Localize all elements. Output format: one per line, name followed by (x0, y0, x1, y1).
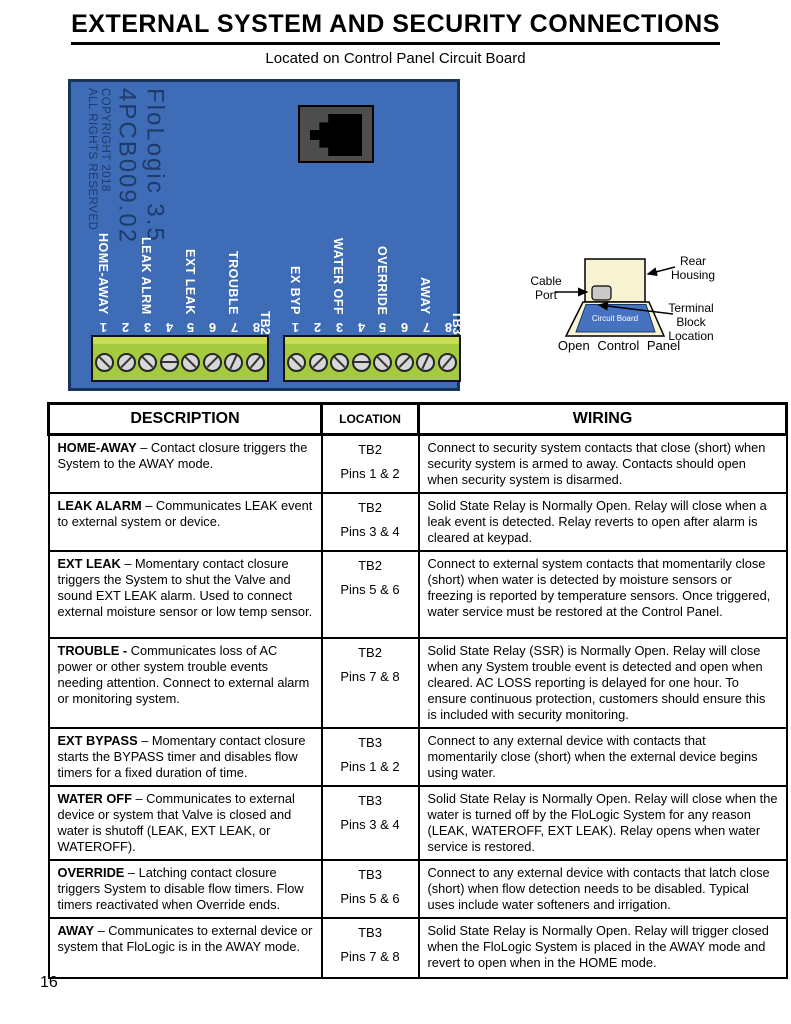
tb2-label: TB2 (258, 311, 272, 335)
page-title: EXTERNAL SYSTEM AND SECURITY CONNECTIONS (71, 10, 720, 45)
pins-ref: Pins 7 & 8 (340, 669, 400, 685)
location-cell (322, 638, 419, 728)
table-header-row (49, 404, 787, 435)
description-cell (49, 493, 322, 551)
terminal-block-ref: TB2 (358, 557, 382, 573)
description-cell (49, 728, 322, 786)
open-control-panel-caption: Open Control Panel (557, 338, 681, 353)
terminal-block-ref: TB3 (358, 792, 382, 808)
pin-label-away: AWAY (418, 277, 432, 315)
wiring-cell: Connect to security system contacts that close (short) when security system is armed to away. Contacts should open when security system is disarmed. (419, 435, 787, 493)
pin-label-ext-leak: EXT LEAK (183, 249, 197, 315)
table-row (49, 551, 787, 638)
rear-housing-label-line1: Rear (679, 254, 707, 268)
wiring-cell: Solid State Relay (SSR) is Normally Open. Relay will close when any System trouble event is detected and open when cleared. AC LOSS reporting is delayed for one hour. To ensure continuous protection, customers should ensure this is included with security monitoring. (419, 638, 787, 728)
signal-description: – Latching contact closure triggers System to disable flow timers. Flow timers reactivated when Override ends. (57, 864, 304, 912)
signal-description: – Communicates LEAK event to external system or device. (57, 497, 313, 529)
signal-description: – Momentary contact closure starts the BYPASS timer and disables flow timers for a fixed duration of time. (57, 732, 306, 780)
screw-terminal (95, 353, 114, 372)
pin-number: 5 (379, 320, 387, 335)
pin-number: 7 (423, 320, 431, 335)
location-cell (322, 728, 419, 786)
pin-number: 6 (401, 320, 409, 335)
pin-label-override: OVERRIDE (375, 245, 389, 315)
signal-name: EXT BYPASS (57, 732, 138, 748)
screw-terminal (395, 353, 414, 372)
pin-number: 8 (444, 320, 453, 335)
pin-number: 4 (165, 320, 173, 335)
terminal-block-ref: TB3 (358, 924, 382, 940)
pins-ref: Pins 1 & 2 (340, 466, 400, 482)
terminal-block-ref: TB2 (358, 644, 382, 660)
signal-description: – Communicates to external device or system that Valve is closed and water is shutoff (LEAK, EXT LEAK, or WATEROFF). (57, 790, 295, 854)
page-header (0, 10, 791, 67)
terminal-block-label-line1: Terminal (668, 301, 714, 315)
table-row (49, 860, 787, 918)
pin-number: 3 (335, 320, 343, 335)
screw-terminal (246, 353, 265, 372)
col-header-location: LOCATION (322, 404, 419, 435)
screw-terminal (203, 353, 222, 372)
signal-name: AWAY (57, 922, 95, 938)
screw-terminal (416, 353, 435, 372)
terminal-block-label-line2: Block (676, 315, 706, 329)
pin-number: 5 (187, 320, 195, 335)
screw-terminal (160, 353, 179, 372)
rear-housing-label-line2: Housing (670, 268, 716, 282)
pin-number: 1 (291, 320, 299, 335)
control-panel-diagram (505, 245, 791, 363)
pin-number: 4 (357, 320, 365, 335)
tb3-label: TB3 (450, 311, 464, 335)
rj-jack (298, 105, 374, 163)
location-cell (322, 918, 419, 978)
terminal-block-tb3 (283, 335, 461, 382)
circuit-board-illustration (68, 79, 464, 391)
pins-ref: Pins 5 & 6 (340, 890, 400, 906)
description-cell (49, 918, 322, 978)
pin-number: 2 (121, 320, 129, 335)
page-subtitle: Located on Control Panel Circuit Board (265, 50, 526, 67)
tb3-pin-numbers (283, 320, 461, 335)
location-cell (322, 551, 419, 638)
pin-number: 6 (209, 320, 217, 335)
col-header-description: DESCRIPTION (49, 404, 322, 435)
connections-table (47, 402, 788, 979)
screw-terminal (138, 353, 157, 372)
pin-number: 1 (99, 320, 107, 335)
cable-port-label-line1: Cable (530, 274, 562, 288)
terminal-block-ref: TB2 (358, 442, 382, 457)
wiring-cell: Solid State Relay is Normally Open. Relay will close when the water is turned off by the FloLogic System for any reason (LEAK, WATEROFF, EXT LEAK). Relay opens when water service is restored. (419, 786, 787, 860)
location-cell (322, 786, 419, 860)
signal-description: – Momentary contact closure triggers the System to shut the Valve and sound EXT LEAK alarm. Used to connect external moisture sensor or low temp sensor. (57, 555, 313, 619)
signal-description: – Contact closure triggers the System to the AWAY mode. (57, 440, 308, 471)
pin-label-leak-alrm: LEAK ALRM (139, 237, 153, 315)
board-product-name: FloLogic 3.5 (141, 88, 169, 243)
description-cell (49, 638, 322, 728)
description-cell (49, 551, 322, 638)
pin-label-trouble: TROUBLE (226, 251, 240, 315)
circuit-board-label: Circuit Board (591, 314, 639, 323)
tb2-pin-numbers (91, 320, 269, 335)
cable-port-shape (592, 286, 611, 300)
pins-ref: Pins 3 & 4 (340, 524, 400, 540)
table-row (49, 638, 787, 728)
board-silkscreen (85, 88, 171, 244)
wiring-cell: Connect to any external device with contacts that momentarily close (short) when the external device begins using water. (419, 728, 787, 786)
pin-number: 8 (252, 320, 261, 335)
wiring-cell: Solid State Relay is Normally Open. Relay will trigger closed when the FloLogic System is placed in the AWAY mode and revert to open when in the HOME mode. (419, 918, 787, 978)
pin-number: 3 (143, 320, 151, 335)
signal-name: OVERRIDE (57, 864, 125, 880)
table-row (49, 728, 787, 786)
signal-name: TROUBLE - (57, 642, 128, 658)
location-cell (322, 493, 419, 551)
signal-name: LEAK ALARM (57, 497, 142, 513)
pins-ref: Pins 5 & 6 (340, 582, 400, 598)
screw-terminal (352, 353, 371, 372)
screw-terminal (287, 353, 306, 372)
location-cell (322, 435, 419, 493)
page-number: 16 (40, 974, 58, 991)
screw-terminal (181, 353, 200, 372)
pin-label-water-off: WATER OFF (331, 237, 345, 315)
screw-terminal (373, 353, 392, 372)
table-row (49, 918, 787, 978)
pin-number: 2 (313, 320, 321, 335)
screw-terminal (117, 353, 136, 372)
signal-name: WATER OFF (57, 790, 132, 806)
description-cell (49, 435, 322, 493)
pin-number: 7 (231, 320, 239, 335)
screw-terminal (438, 353, 457, 372)
wiring-cell: Connect to external system contacts that momentarily close (short) when water is detected by moisture sensors or freezing is reported by temperature sensors. Once triggered, water service must be restored at the Control Panel. (419, 551, 787, 638)
screw-terminal (330, 353, 349, 372)
screw-terminal (309, 353, 328, 372)
screw-terminal (224, 353, 243, 372)
description-cell (49, 860, 322, 918)
signal-description: Communicates loss of AC power or other system trouble events needing attention. Connect to external alarm or monitoring system. (57, 642, 310, 706)
terminal-block-label-line3: Location (668, 329, 714, 343)
signal-name: EXT LEAK (57, 555, 121, 571)
board-copyright: COPYRIGHT 2018 (99, 88, 112, 192)
terminal-block-ref: TB2 (358, 499, 382, 515)
rj-jack-socket-icon (310, 114, 362, 156)
table-row (49, 493, 787, 551)
description-cell (49, 786, 322, 860)
board-rights: ALL RIGHTS RESERVED (86, 88, 99, 231)
signal-description: – Communicates to external device or system that FloLogic is in the AWAY mode. (57, 922, 313, 954)
terminal-block-ref: TB3 (358, 866, 382, 882)
cable-port-label-line2: Port (534, 288, 558, 302)
pins-ref: Pins 1 & 2 (340, 759, 400, 775)
col-header-wiring: WIRING (419, 404, 787, 435)
signal-name: HOME-AWAY (57, 440, 137, 455)
table-row (49, 786, 787, 860)
board-pcb-number: 4PCB009.02 (113, 88, 141, 245)
wiring-cell: Connect to any external device with contacts that latch close (short) when flow detection needs to be disabled. Typical uses include water softeners and irrigation. (419, 860, 787, 918)
pin-label-home-away: HOME-AWAY (96, 233, 110, 315)
pins-ref: Pins 7 & 8 (340, 948, 400, 964)
terminal-block-ref: TB3 (358, 734, 382, 750)
location-cell (322, 860, 419, 918)
wiring-cell: Solid State Relay is Normally Open. Relay will close when a leak event is detected. Relay reverts to open after alarm is cleared at keypad. (419, 493, 787, 551)
pins-ref: Pins 3 & 4 (340, 817, 400, 833)
terminal-block-tb2 (91, 335, 269, 382)
pin-label-ex-byp: EX BYP (288, 266, 302, 315)
table-row (49, 435, 787, 493)
